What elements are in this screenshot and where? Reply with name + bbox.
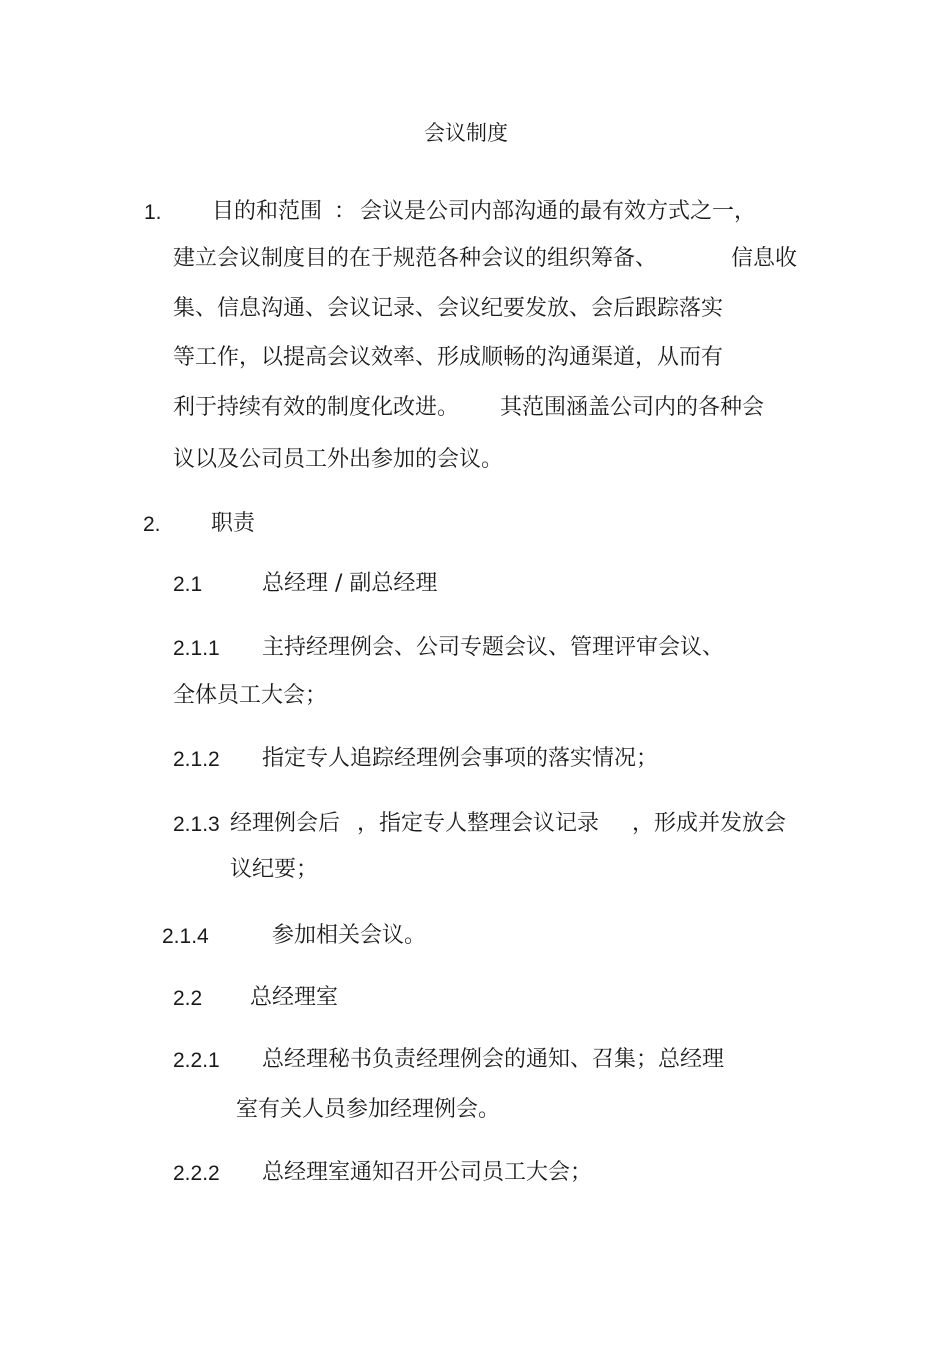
section-2-1-3-part-a: 经理例会后	[230, 811, 341, 836]
section-1-line-3: 集、信息沟通、会议记录、会议纪要发放、会后跟踪落实	[173, 296, 724, 321]
document-title: 会议制度	[424, 121, 508, 145]
section-2-1-text: 总经理 / 副总经理	[262, 571, 438, 596]
section-2-1-2-number: 2.1.2	[173, 748, 220, 771]
section-2-2-1-number: 2.2.1	[173, 1049, 220, 1072]
section-2-1-4-number: 2.1.4	[162, 925, 209, 948]
section-1-line-5b: 其范围涵盖公司内的各种会	[500, 395, 765, 420]
section-2-2-2-text: 总经理室通知召开公司员工大会；	[262, 1160, 593, 1185]
section-2-2-1-line-1: 总经理秘书负责经理例会的通知、召集；总经理	[262, 1047, 725, 1072]
section-1-colon: ：	[334, 199, 357, 224]
section-1-line-5a: 利于持续有效的制度化改进。	[173, 395, 460, 420]
section-2-heading: 职责	[211, 511, 256, 536]
section-2-1-1-line-2: 全体员工大会；	[173, 683, 328, 708]
section-1-line-6: 议以及公司员工外出参加的会议。	[173, 447, 504, 472]
section-2-1-3-part-c: ，形成并发放会	[632, 811, 787, 836]
section-1-line-4: 等工作，以提高会议效率、形成顺畅的沟通渠道，从而有	[173, 345, 724, 370]
section-1-number: 1.	[144, 201, 162, 224]
section-2-2-1-line-2: 室有关人员参加经理例会。	[236, 1097, 501, 1122]
section-2-1-1-number: 2.1.1	[173, 637, 220, 660]
section-2-number: 2.	[143, 513, 161, 536]
section-1-line-2a: 建立会议制度目的在于规范各种会议的组织筹备、	[173, 246, 658, 271]
section-2-2-number: 2.2	[173, 987, 203, 1010]
section-2-1-1-line-1: 主持经理例会、公司专题会议、管理评审会议、	[262, 635, 725, 660]
section-2-1-3-number: 2.1.3	[173, 813, 220, 836]
section-2-1-3-line-2: 议纪要；	[230, 857, 319, 882]
section-1-heading: 目的和范围	[212, 199, 323, 224]
section-2-1-3-part-b: ，指定专人整理会议记录	[357, 811, 600, 836]
section-1-line-1: 会议是公司内部沟通的最有效方式之一，	[360, 199, 757, 224]
section-2-1-4-text: 参加相关会议。	[272, 923, 427, 948]
section-2-1-number: 2.1	[173, 573, 203, 596]
section-2-2-2-number: 2.2.2	[173, 1162, 220, 1185]
section-2-1-2-text: 指定专人追踪经理例会事项的落实情况；	[262, 746, 659, 771]
section-1-line-2b: 信息收	[731, 246, 798, 271]
section-2-2-text: 总经理室	[250, 985, 339, 1010]
